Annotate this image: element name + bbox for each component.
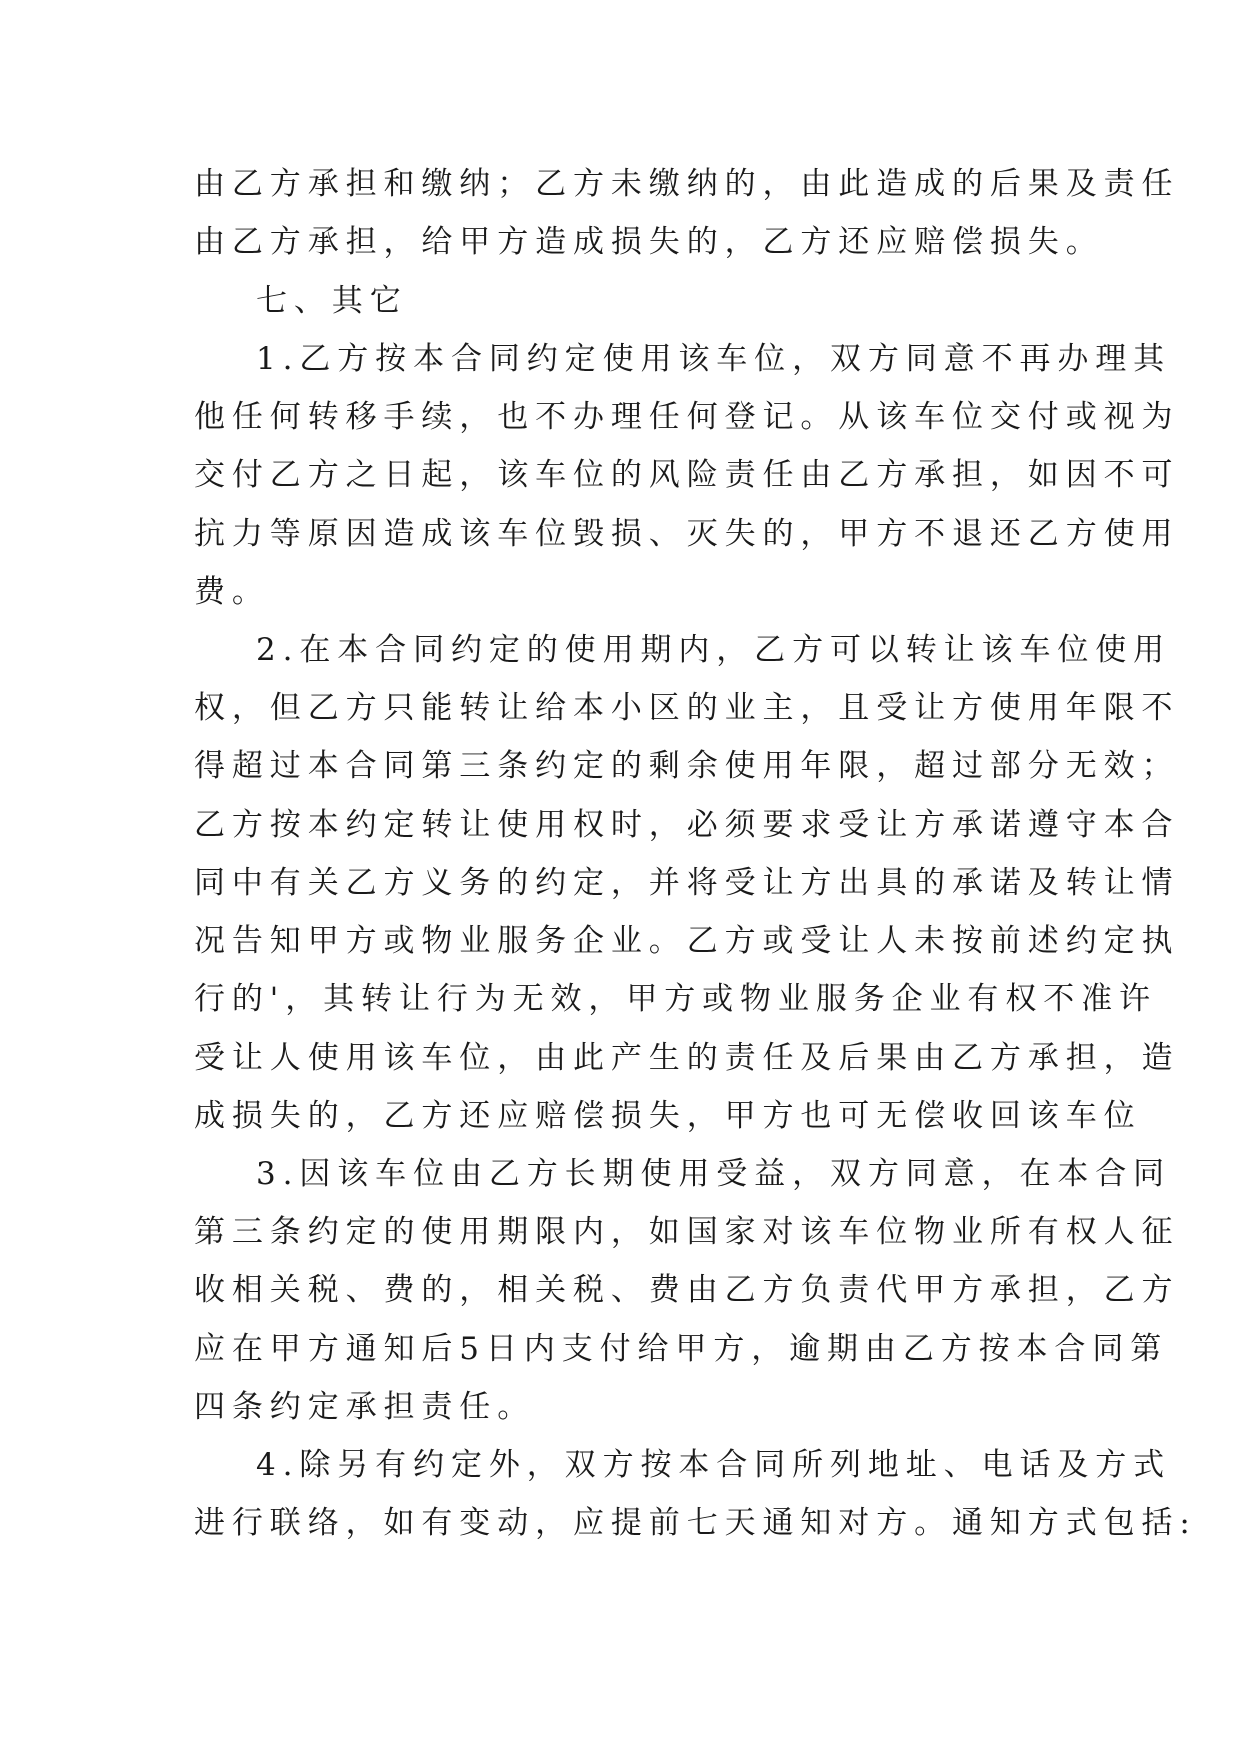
text-line: 权，但乙方只能转让给本小区的业主，且受让方使用年限不 <box>194 690 1180 726</box>
text-line: 第三条约定的使用期限内，如国家对该车位物业所有权人征 <box>194 1214 1180 1250</box>
text-line: 行的'，其转让行为无效，甲方或物业服务企业有权不准许 <box>194 981 1157 1017</box>
section-heading: 七、其它 <box>256 283 408 319</box>
text-line: 收相关税、费的，相关税、费由乙方负责代甲方承担，乙方 <box>194 1272 1180 1308</box>
text-line: 受让人使用该车位，由此产生的责任及后果由乙方承担，造 <box>194 1040 1180 1076</box>
text-line: 1.乙方按本合同约定使用该车位，双方同意不再办理其 <box>256 341 1172 377</box>
text-line: 应在甲方通知后5日内支付给甲方，逾期由乙方按本合同第 <box>194 1331 1169 1367</box>
text-line: 由乙方承担和缴纳；乙方未缴纳的，由此造成的后果及责任 <box>194 166 1180 202</box>
text-line: 由乙方承担，给甲方造成损失的，乙方还应赔偿损失。 <box>194 224 1104 260</box>
text-line: 况告知甲方或物业服务企业。乙方或受让人未按前述约定执 <box>194 923 1180 959</box>
text-line: 得超过本合同第三条约定的剩余使用年限，超过部分无效； <box>194 748 1180 784</box>
text-line: 交付乙方之日起，该车位的风险责任由乙方承担，如因不可 <box>194 457 1180 493</box>
text-line: 四条约定承担责任。 <box>194 1389 536 1425</box>
text-line: 他任何转移手续，也不办理任何登记。从该车位交付或视为 <box>194 399 1180 435</box>
text-line: 4.除另有约定外，双方按本合同所列地址、电话及方式 <box>256 1447 1172 1483</box>
text-line: 乙方按本约定转让使用权时，必须要求受让方承诺遵守本合 <box>194 807 1180 843</box>
text-line: 3.因该车位由乙方长期使用受益，双方同意，在本合同 <box>256 1156 1172 1192</box>
text-line: 进行联络，如有变动，应提前七天通知对方。通知方式包括: <box>194 1505 1197 1541</box>
text-line: 费。 <box>194 574 270 610</box>
text-line: 抗力等原因造成该车位毁损、灭失的，甲方不退还乙方使用 <box>194 516 1180 552</box>
text-line: 同中有关乙方义务的约定，并将受让方出具的承诺及转让情 <box>194 865 1180 901</box>
text-line: 成损失的，乙方还应赔偿损失，甲方也可无偿收回该车位 <box>194 1098 1142 1134</box>
text-line: 2.在本合同约定的使用期内，乙方可以转让该车位使用 <box>256 632 1172 668</box>
